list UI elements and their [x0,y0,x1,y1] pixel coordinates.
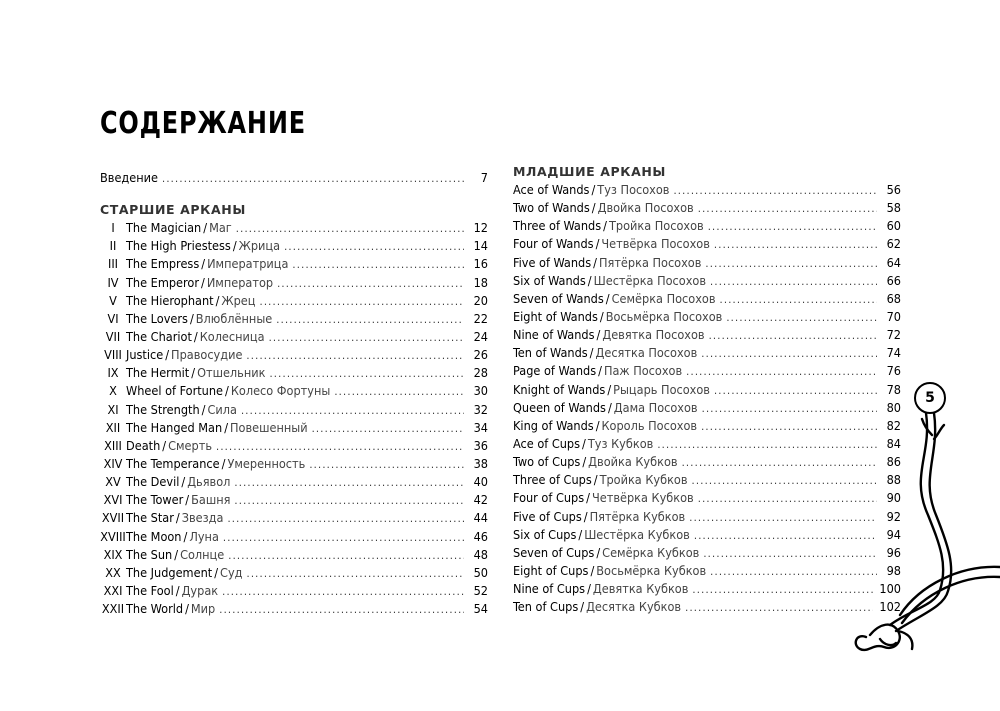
entry-english-title: Three of Cups [513,472,592,488]
page-number-badge: 5 [914,382,946,414]
dot-leader [228,547,464,565]
dot-leader [284,238,464,256]
toc-entry[interactable] [513,199,901,217]
dot-leader [709,327,877,345]
entry-english-title: The Magician [126,220,202,236]
toc-entry[interactable] [100,546,488,564]
entry-russian-title: Жрица [238,238,281,254]
dot-leader [269,329,464,347]
entry-russian-title: Луна [189,528,219,544]
intro-label: Введение [100,170,158,185]
dot-leader [292,256,464,274]
toc-entry[interactable] [100,292,488,310]
entry-english-title: The World [126,601,184,617]
entry-english-title: Seven of Wands [513,290,604,306]
entry-russian-title: Девятка Кубков [592,581,689,597]
entry-page-number: 34 [473,419,488,435]
dot-leader [162,170,464,188]
entry-separator: / [607,399,612,415]
entry-english-title: The Hanged Man [126,419,223,435]
entry-english-title: The Fool [126,582,174,598]
entry-separator: / [201,256,206,272]
entry-roman-numeral: XIV [103,455,123,471]
entry-page-number: 62 [886,236,901,252]
entry-russian-title: Правосудие [171,347,243,363]
toc-entry[interactable] [513,272,901,290]
entry-russian-title: Восьмёрка Кубков [596,562,707,578]
dot-leader [241,402,464,420]
entry-separator: / [174,546,179,562]
entry-separator: / [165,347,170,363]
entry-russian-title: Король Посохов [601,417,698,433]
toc-entry[interactable] [100,401,488,419]
entry-russian-title: Десятка Посохов [595,345,698,361]
entry-separator: / [607,381,612,397]
entry-roman-numeral: XVIII [100,528,126,544]
toc-entry[interactable] [513,290,901,308]
entry-page-number: 50 [473,564,488,580]
entry-english-title: Nine of Wands [513,327,595,343]
toc-entry[interactable] [100,346,488,364]
entry-page-number: 12 [473,220,488,236]
entry-roman-numeral: XVII [101,510,125,526]
entry-separator: / [596,327,601,343]
entry-page-number: 92 [886,508,901,524]
entry-english-title: Seven of Cups [513,544,595,560]
entry-roman-numeral: VI [107,310,119,326]
entry-russian-title: Десятка Кубков [586,599,682,615]
entry-russian-title: Башня [191,492,231,508]
entry-english-title: The Tower [126,492,184,508]
entry-separator: / [580,599,585,615]
page-title: СОДЕРЖАНИЕ [100,106,306,141]
entry-separator: / [224,419,229,435]
toc-entry[interactable] [513,362,901,380]
entry-roman-numeral: XI [107,401,119,417]
entry-page-number: 16 [473,256,488,272]
entry-english-title: Four of Cups [513,490,585,506]
dot-leader [312,420,464,438]
entry-russian-title: Суд [220,564,243,580]
entry-page-number: 46 [473,528,488,544]
entry-russian-title: Маг [209,220,232,236]
entry-separator: / [201,274,205,290]
dot-leader [236,220,464,238]
entry-russian-title: Четвёрка Кубков [591,490,694,506]
toc-left-column [100,169,488,618]
dot-leader [309,456,464,474]
entry-separator: / [175,510,180,526]
entry-english-title: The Devil [126,474,180,490]
entry-page-number: 74 [886,345,901,361]
entry-english-title: The Hermit [126,365,190,381]
entry-separator: / [593,254,597,270]
entry-english-title: The Empress [126,256,200,272]
entry-page-number: 52 [473,582,488,598]
entry-page-number: 100 [879,581,901,597]
entry-russian-title: Семёрка Посохов [611,290,716,306]
entry-english-title: Six of Cups [513,526,577,542]
entry-english-title: Two of Cups [513,454,581,470]
entry-english-title: Six of Wands [513,272,586,288]
entry-separator: / [175,582,180,598]
entry-russian-title: Дьявол [187,474,231,490]
entry-english-title: Two of Wands [513,200,590,216]
entry-english-title: The Strength [126,401,200,417]
entry-page-number: 94 [886,526,901,542]
toc-entry[interactable] [100,382,488,400]
entry-english-title: Ten of Cups [513,599,579,615]
major-arcana-heading: СТАРШИЕ АРКАНЫ [100,202,246,218]
entry-roman-numeral: X [109,383,117,399]
minor-arcana-heading: МЛАДШИЕ АРКАНЫ [513,164,666,179]
entry-english-title: The High Priestess [126,238,231,254]
entry-separator: / [587,272,592,288]
entry-page-number: 90 [886,490,901,506]
dot-leader [222,583,464,601]
entry-separator: / [605,290,610,306]
entry-english-title: Queen of Wands [513,399,606,415]
cord-knot-icon [840,395,1000,670]
entry-separator: / [590,562,595,578]
entry-roman-numeral: XIX [103,546,123,562]
entry-russian-title: Мир [190,601,216,617]
toc-entry[interactable] [100,509,488,527]
entry-separator: / [162,437,167,453]
dot-leader [234,492,464,510]
entry-page-number: 86 [886,454,901,470]
entry-separator: / [183,528,188,544]
entry-english-title: Ace of Wands [513,182,590,197]
toc-entry[interactable] [100,364,488,382]
entry-roman-numeral: XV [105,474,121,490]
entry-separator: / [586,490,590,506]
entry-separator: / [582,435,586,451]
entry-russian-title: Паж Посохов [603,363,683,379]
entry-russian-title: Дама Посохов [613,399,698,415]
entry-page-number: 30 [473,383,488,399]
entry-russian-title: Звезда [181,510,224,526]
entry-russian-title: Рыцарь Посохов [613,381,710,397]
entry-russian-title: Пятёрка Кубков [589,508,686,524]
dot-leader [698,200,877,218]
dot-leader [227,510,464,528]
entry-page-number: 60 [886,218,901,234]
entry-english-title: Five of Cups [513,508,582,524]
entry-page-number: 70 [886,308,901,324]
dot-leader [714,236,877,254]
entry-page-number: 56 [886,182,901,197]
entry-separator: / [587,581,591,597]
dot-leader [686,363,877,381]
entry-roman-numeral: III [107,256,119,272]
entry-english-title: The Emperor [126,274,199,290]
entry-roman-numeral: XX [105,564,121,580]
dot-leader [673,182,877,200]
toc-entry[interactable] [100,310,488,328]
entry-english-title: Eight of Wands [513,308,598,324]
entry-english-title: Ace of Cups [513,435,581,451]
entry-russian-title: Тройка Кубков [599,472,688,488]
entry-separator: / [215,292,220,308]
entry-russian-title: Сила [207,401,237,417]
entry-russian-title: Девятка Посохов [602,327,705,343]
entry-separator: / [578,526,583,542]
entry-english-title: The Sun [126,546,173,562]
toc-entry[interactable] [100,255,488,273]
dot-leader [219,601,464,619]
entry-separator: / [232,238,237,254]
entry-page-number: 88 [886,472,901,488]
toc-entry[interactable] [513,235,901,253]
entry-russian-title: Двойка Кубков [588,454,678,470]
entry-page-number: 44 [473,510,488,526]
toc-entry[interactable] [100,582,488,600]
entry-russian-title: Умеренность [227,455,306,471]
entry-russian-title: Императрица [207,256,289,272]
entry-page-number: 54 [473,601,488,617]
entry-page-number: 66 [886,272,901,288]
entry-english-title: Four of Wands [513,236,594,252]
entry-russian-title: Туз Кубков [587,435,654,451]
entry-russian-title: Семёрка Кубков [602,544,700,560]
entry-page-number: 22 [473,310,488,326]
entry-russian-title: Шестёрка Кубков [584,526,690,542]
entry-page-number: 72 [886,327,901,343]
toc-entry[interactable] [100,564,488,582]
entry-page-number: 78 [886,381,901,397]
dot-leader [246,347,464,365]
dot-leader [720,291,877,309]
dot-leader [216,438,464,456]
entry-russian-title: Смерть [168,437,212,453]
dot-leader [246,565,464,583]
entry-separator: / [583,508,588,524]
toc-entry[interactable] [100,237,488,255]
entry-separator: / [595,236,600,252]
entry-page-number: 18 [473,274,488,290]
toc-entry[interactable] [513,308,901,326]
toc-entry[interactable] [100,455,488,473]
entry-roman-numeral: II [109,238,117,254]
entry-page-number: 14 [473,238,488,254]
toc-entry[interactable] [513,254,901,272]
entry-english-title: The Temperance [126,455,220,471]
entry-page-number: 64 [886,254,901,270]
entry-english-title: The Hierophant [126,292,214,308]
dot-leader [260,293,465,311]
entry-page-number: 26 [473,347,488,363]
entry-russian-title: Жрец [221,292,256,308]
entry-separator: / [193,328,198,344]
entry-english-title: King of Wands [513,417,594,433]
entry-separator: / [598,363,602,379]
dot-leader [234,474,464,492]
entry-roman-numeral: VIII [104,347,122,363]
dot-leader [223,529,464,547]
entry-english-title: The Lovers [126,310,188,326]
entry-separator: / [593,472,598,488]
toc-entry[interactable] [100,274,488,292]
entry-russian-title: Двойка Посохов [597,200,694,216]
entry-russian-title: Император [206,274,274,290]
entry-english-title: The Moon [126,528,182,544]
entry-roman-numeral: IX [107,365,119,381]
entry-english-title: Wheel of Fortune [126,383,224,399]
entry-roman-numeral: XII [105,419,121,435]
entry-russian-title: Восьмёрка Посохов [605,308,723,324]
entry-english-title: Justice [126,347,164,363]
entry-russian-title: Дурак [181,582,219,598]
entry-separator: / [181,474,186,490]
entry-russian-title: Туз Посохов [597,182,670,197]
dot-leader [710,273,877,291]
entry-separator: / [189,310,194,326]
entry-english-title: Knight of Wands [513,381,606,397]
dot-leader [701,345,877,363]
entry-russian-title: Колесница [199,328,265,344]
entry-page-number: 28 [473,365,488,381]
entry-english-title: Three of Wands [513,218,602,234]
entry-page-number: 58 [886,200,901,216]
entry-separator: / [599,308,604,324]
entry-page-number: 102 [879,599,901,615]
entry-russian-title: Солнце [180,546,225,562]
entry-russian-title: Повешенный [230,419,308,435]
entry-separator: / [185,492,190,508]
entry-page-number: 48 [473,546,488,562]
entry-page-number: 40 [473,474,488,490]
toc-entry[interactable] [513,326,901,344]
entry-roman-numeral: VII [105,328,121,344]
toc-entry[interactable] [100,528,488,546]
entry-page-number: 84 [886,435,901,451]
entry-separator: / [185,601,189,617]
entry-page-number: 96 [886,544,901,560]
entry-page-number: 82 [886,417,901,433]
entry-page-number: 24 [473,328,488,344]
entry-page-number: 38 [473,455,488,471]
entry-roman-numeral: XXII [101,601,125,617]
toc-entry[interactable] [100,473,488,491]
toc-entry[interactable] [100,328,488,346]
entry-roman-numeral: V [109,292,117,308]
entry-page-number: 42 [473,492,488,508]
entry-separator: / [214,564,219,580]
dot-leader [277,275,464,293]
entry-separator: / [603,218,607,234]
entry-separator: / [589,345,594,361]
entry-english-title: The Chariot [126,328,192,344]
toc-entry[interactable] [100,219,488,237]
entry-separator: / [591,182,596,197]
toc-intro-row[interactable] [100,169,488,187]
entry-page-number: 98 [886,562,901,578]
entry-english-title: Five of Wands [513,254,592,270]
entry-russian-title: Шестёрка Посохов [593,272,707,288]
entry-separator: / [582,454,587,470]
entry-page-number: 76 [886,363,901,379]
entry-english-title: Page of Wands [513,363,597,379]
entry-separator: / [191,365,196,381]
entry-english-title: Ten of Wands [513,345,588,361]
entry-english-title: Eight of Cups [513,562,589,578]
entry-page-number: 36 [473,437,488,453]
entry-page-number: 68 [886,290,901,306]
toc-entry[interactable] [100,600,488,618]
entry-roman-numeral: I [111,220,115,236]
entry-page-number: 20 [473,292,488,308]
toc-entry[interactable] [513,181,901,199]
entry-russian-title: Отшельник [197,365,266,381]
entry-separator: / [591,200,596,216]
dot-leader [334,383,464,401]
entry-roman-numeral: XXI [103,582,123,598]
toc-entry[interactable] [513,217,901,235]
entry-roman-numeral: XVI [103,492,123,508]
dot-leader [705,255,877,273]
toc-entry[interactable] [100,419,488,437]
entry-english-title: The Judgement [126,564,213,580]
toc-entry[interactable] [100,491,488,509]
entry-russian-title: Колесо Фортуны [230,383,331,399]
entry-russian-title: Пятёрка Посохов [599,254,702,270]
entry-russian-title: Четвёрка Посохов [601,236,710,252]
dot-leader [269,365,464,383]
entry-russian-title: Влюблённые [195,310,273,326]
entry-page-number: 80 [886,399,901,415]
toc-entry[interactable] [100,437,488,455]
toc-entry[interactable] [513,344,901,362]
intro-page: 7 [480,170,488,185]
entry-russian-title: Тройка Посохов [608,218,704,234]
entry-separator: / [201,401,206,417]
entry-roman-numeral: IV [107,274,119,290]
entry-english-title: The Star [126,510,174,526]
entry-page-number: 32 [473,401,488,417]
entry-separator: / [203,220,208,236]
entry-english-title: Death [126,437,161,453]
dot-leader [726,309,877,327]
entry-roman-numeral: XIII [104,437,122,453]
entry-separator: / [595,417,600,433]
entry-separator: / [225,383,229,399]
entry-separator: / [596,544,601,560]
major-arcana-list [100,219,488,618]
dot-leader [276,311,464,329]
entry-english-title: Nine of Cups [513,581,586,597]
entry-separator: / [221,455,226,471]
dot-leader [708,218,877,236]
